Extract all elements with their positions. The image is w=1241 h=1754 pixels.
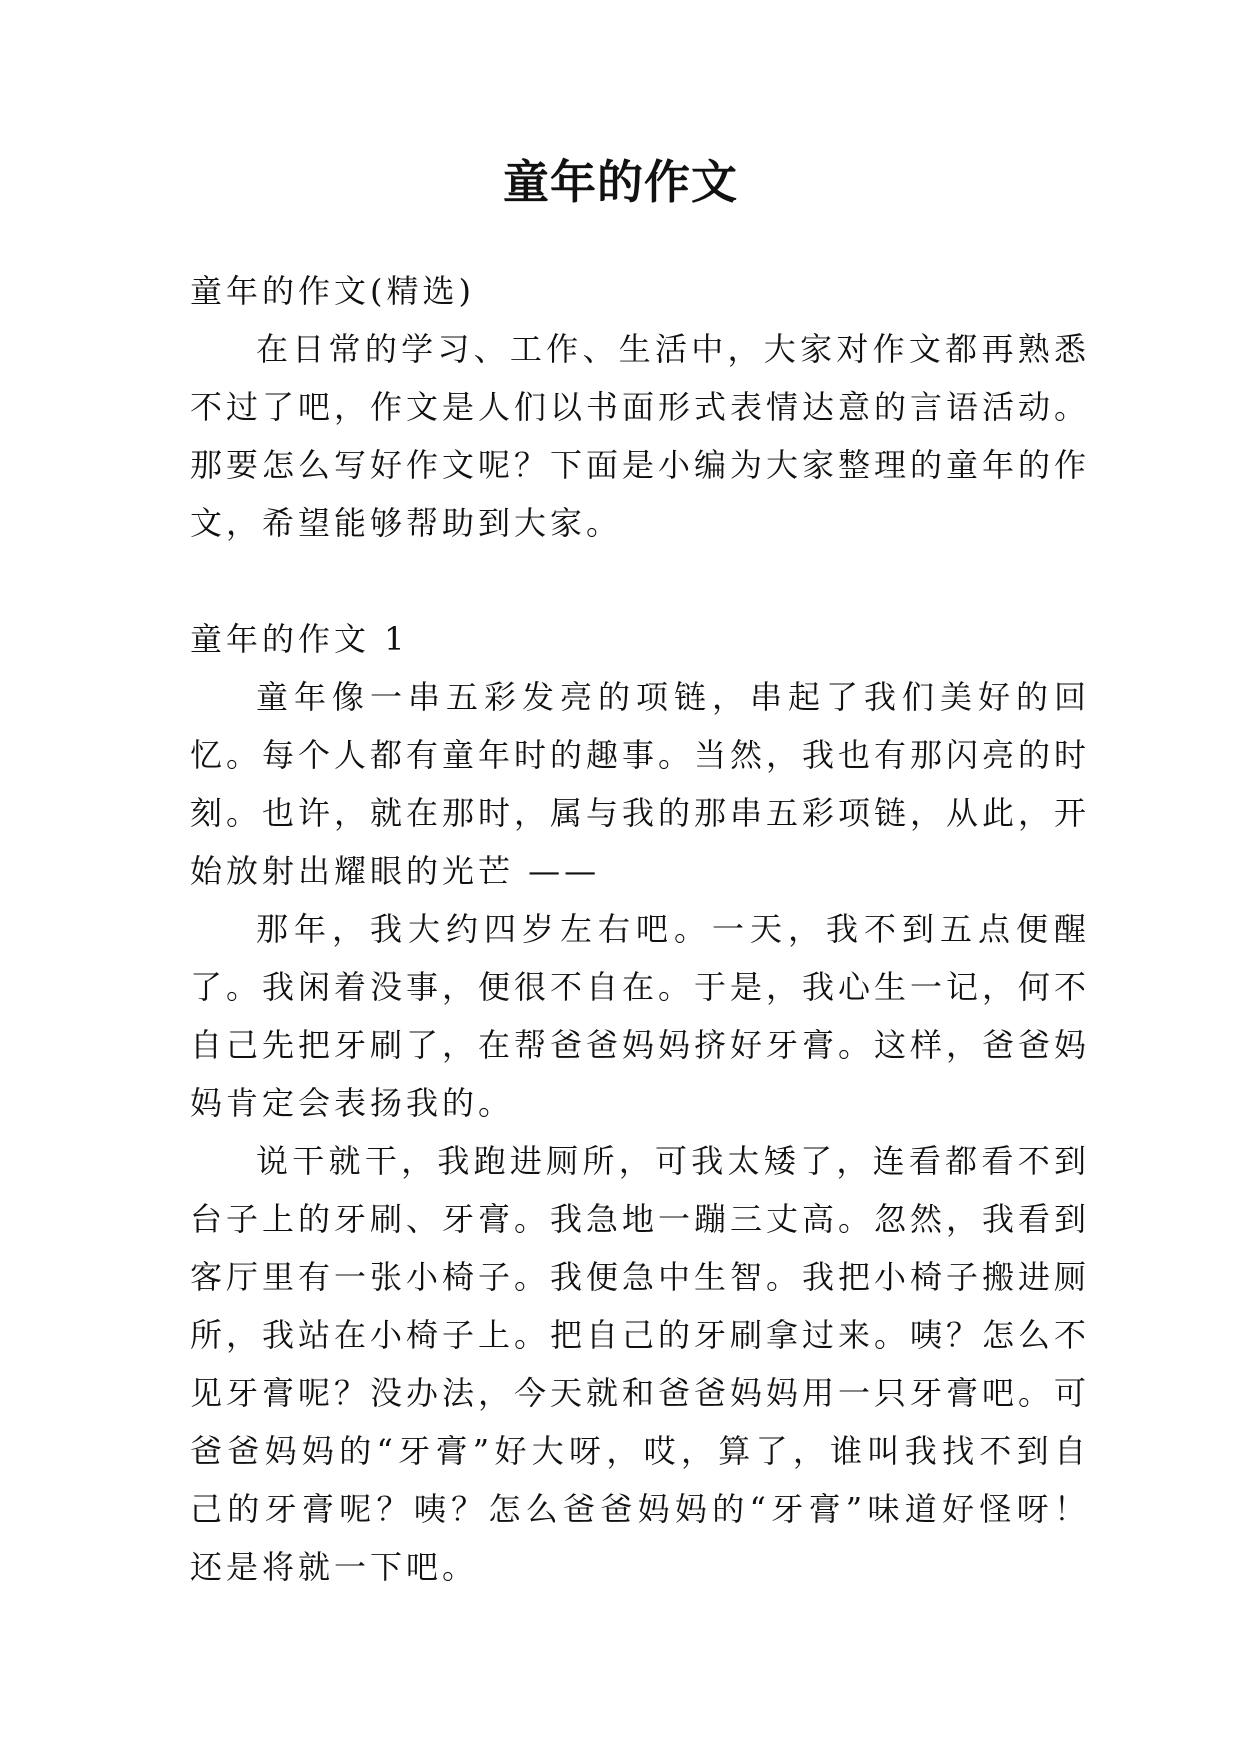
body-paragraph: 童年像一串五彩发亮的项链，串起了我们美好的回忆。每个人都有童年时的趣事。当然，我也有那闪亮的时刻。也许，就在那时，属与我的那串五彩项链，从此，开始放射出耀眼的光芒 —— <box>190 678 1091 890</box>
document-body <box>190 262 1090 1596</box>
body-paragraph: 那年，我大约四岁左右吧。一天，我不到五点便醒了。我闲着没事，便很不自在。于是，我心生一记，何不自己先把牙刷了，在帮爸爸妈妈挤好牙膏。这样，爸爸妈妈肯定会表扬我的。 <box>190 910 1091 1122</box>
body-paragraph: 说干就干，我跑进厕所，可我太矮了，连看都看不到台子上的牙刷、牙膏。我急地一蹦三丈高。忽然，我看到客厅里有一张小椅子。我便急中生智。我把小椅子搬进厕所，我站在小椅子上。把自己的牙刷拿过来。咦？怎么不见牙膏呢？没办法，今天就和爸爸妈妈用一只牙膏吧。可爸爸妈妈的“牙膏”好大呀，哎，算了，谁叫我找不到自己的牙膏呢？咦？怎么爸爸妈妈的“牙膏”味道好怪呀！还是将就一下吧。 <box>190 1142 1091 1586</box>
section-spacer <box>190 552 1090 610</box>
document-subtitle: 童年的作文(精选) <box>190 272 475 310</box>
intro-paragraph: 在日常的学习、工作、生活中，大家对作文都再熟悉不过了吧，作文是人们以书面形式表情达意的言语活动。那要怎么写好作文呢？下面是小编为大家整理的童年的作文，希望能够帮助到大家。 <box>190 330 1091 542</box>
document-title: 童年的作文 <box>503 155 738 209</box>
section-heading: 童年的作文 1 <box>190 620 409 658</box>
